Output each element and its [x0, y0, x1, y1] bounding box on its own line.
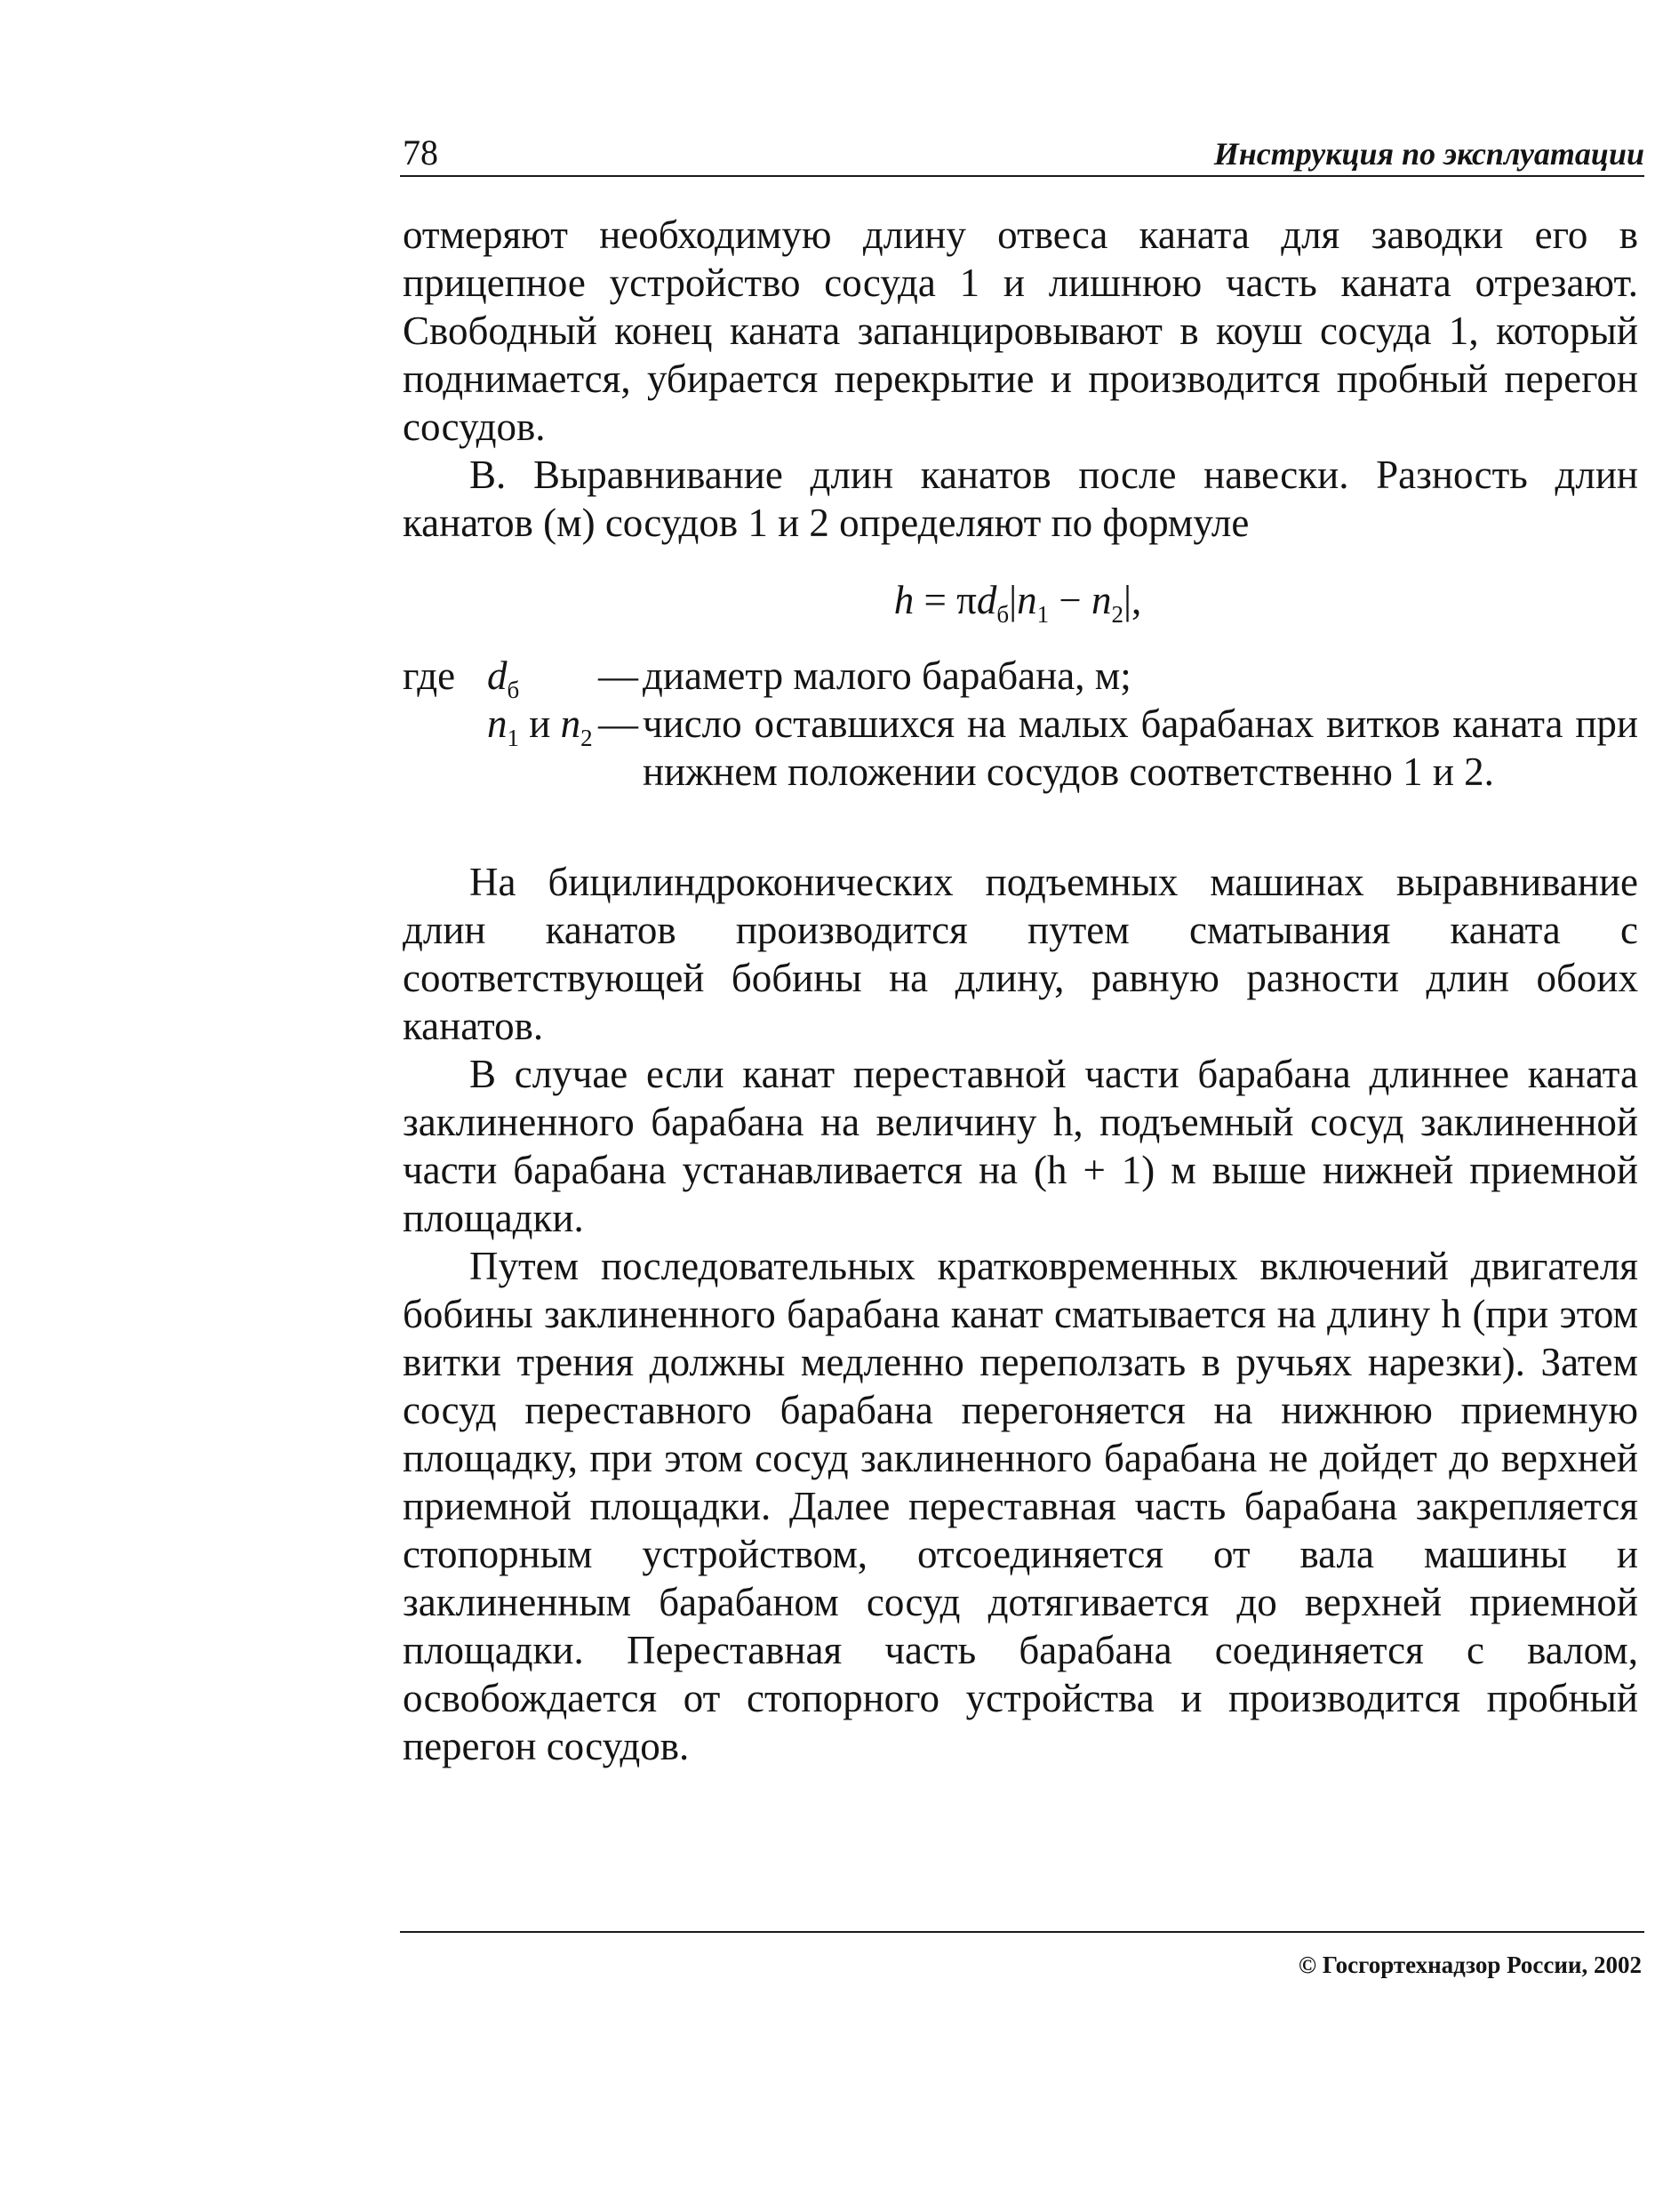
- formula-n2: n: [1091, 578, 1112, 622]
- footer-copyright: © Госгортехнадзор России, 2002: [1298, 1952, 1642, 1978]
- paragraph-2: В. Выравнивание длин канатов после навески. Разность длин канатов (м) сосудов 1 и 2 определяют по формуле: [403, 453, 1638, 545]
- legend-d-subscript: б: [507, 677, 520, 703]
- header-rule: [400, 175, 1644, 177]
- legend-row-d: [403, 652, 1638, 703]
- paragraph-1: отмеряют необходимую длину отвеса каната для заводки его в прицепное устройство сосуда 1 и лишнюю часть каната отрезают. Свободный конец каната запанцировывают в коуш сосуда 1, который поднимается, убирается перекрытие и производится пробный перегон сосудов.: [403, 212, 1638, 449]
- formula-bar-open: |: [1009, 578, 1018, 622]
- formula-legend: [403, 652, 1638, 796]
- formula-lhs: h: [893, 578, 915, 622]
- legend-n1: n: [487, 701, 508, 746]
- legend-text-2: число оставшихся на малых барабанах витков каната при нижнем положении сосудов соответственно 1 и 2.: [643, 701, 1638, 794]
- formula-minus: −: [1049, 578, 1091, 622]
- paragraph-continuation: [403, 211, 1638, 451]
- legend-n2-subscript: 2: [580, 725, 593, 751]
- paragraph-3: На бицилиндроконических подъемных машинах выравнивание длин канатов производится путем сматывания каната с соответствующей бобины на длину, равную разности длин обоих канатов.: [403, 860, 1638, 1048]
- footer-rule: [400, 1931, 1644, 1933]
- legend-n1-subscript: 1: [507, 725, 519, 751]
- legend-n2: n: [560, 701, 581, 746]
- legend-symbol-d: [487, 652, 598, 703]
- running-title: Инструкция по эксплуатации: [1213, 136, 1644, 172]
- legend-symbol-n: [487, 700, 598, 751]
- paragraph-5: Путем последовательных кратковременных включений двигателя бобины заклиненного барабана канат сматывается на длину h (при этом витки трения должны медленно переползать в ручьях нарезки). Затем сосуд переставного барабана перегоняется на нижнюю приемную площадку, при этом сосуд заклиненного барабана не дойдет до верхней приемной площадки. Далее переставная часть барабана закрепляется стопорным устройством, отсоединяется от вала машины и заклиненным барабаном сосуд дотягивается до верхней приемной площадки. Переставная часть барабана соединяется с валом, освобождается от стопорного устройства и производится пробный перегон сосудов.: [403, 1244, 1638, 1768]
- formula-d: d: [976, 578, 997, 622]
- legend-conj: и: [519, 701, 561, 746]
- formula-d-subscript: б: [996, 601, 1010, 628]
- page-number: 78: [403, 132, 438, 172]
- section-v-intro: [403, 451, 1638, 547]
- legend-text-1: диаметр малого барабана, м;: [643, 653, 1131, 698]
- legend-dash-1: —: [598, 653, 638, 698]
- legend-where: где: [403, 653, 456, 698]
- formula-n1: n: [1017, 578, 1037, 622]
- paragraph-4: В случае если канат переставной части барабана длиннее каната заклиненного барабана на величину h, подъемный сосуд заклиненной части барабана устанавливается на (h + 1) м выше нижней приемной площадки.: [403, 1052, 1638, 1240]
- legend-d: d: [487, 653, 508, 698]
- formula: [400, 573, 1635, 627]
- legend-row-n: [403, 700, 1638, 796]
- formula-equals: =: [914, 578, 957, 622]
- formula-n2-subscript: 2: [1111, 601, 1123, 628]
- formula-n1-subscript: 1: [1036, 601, 1050, 628]
- formula-pi: π: [956, 578, 977, 622]
- legend-dash-2: —: [598, 701, 638, 746]
- formula-bar-close: |,: [1123, 578, 1142, 622]
- body-paragraphs: [403, 858, 1638, 1770]
